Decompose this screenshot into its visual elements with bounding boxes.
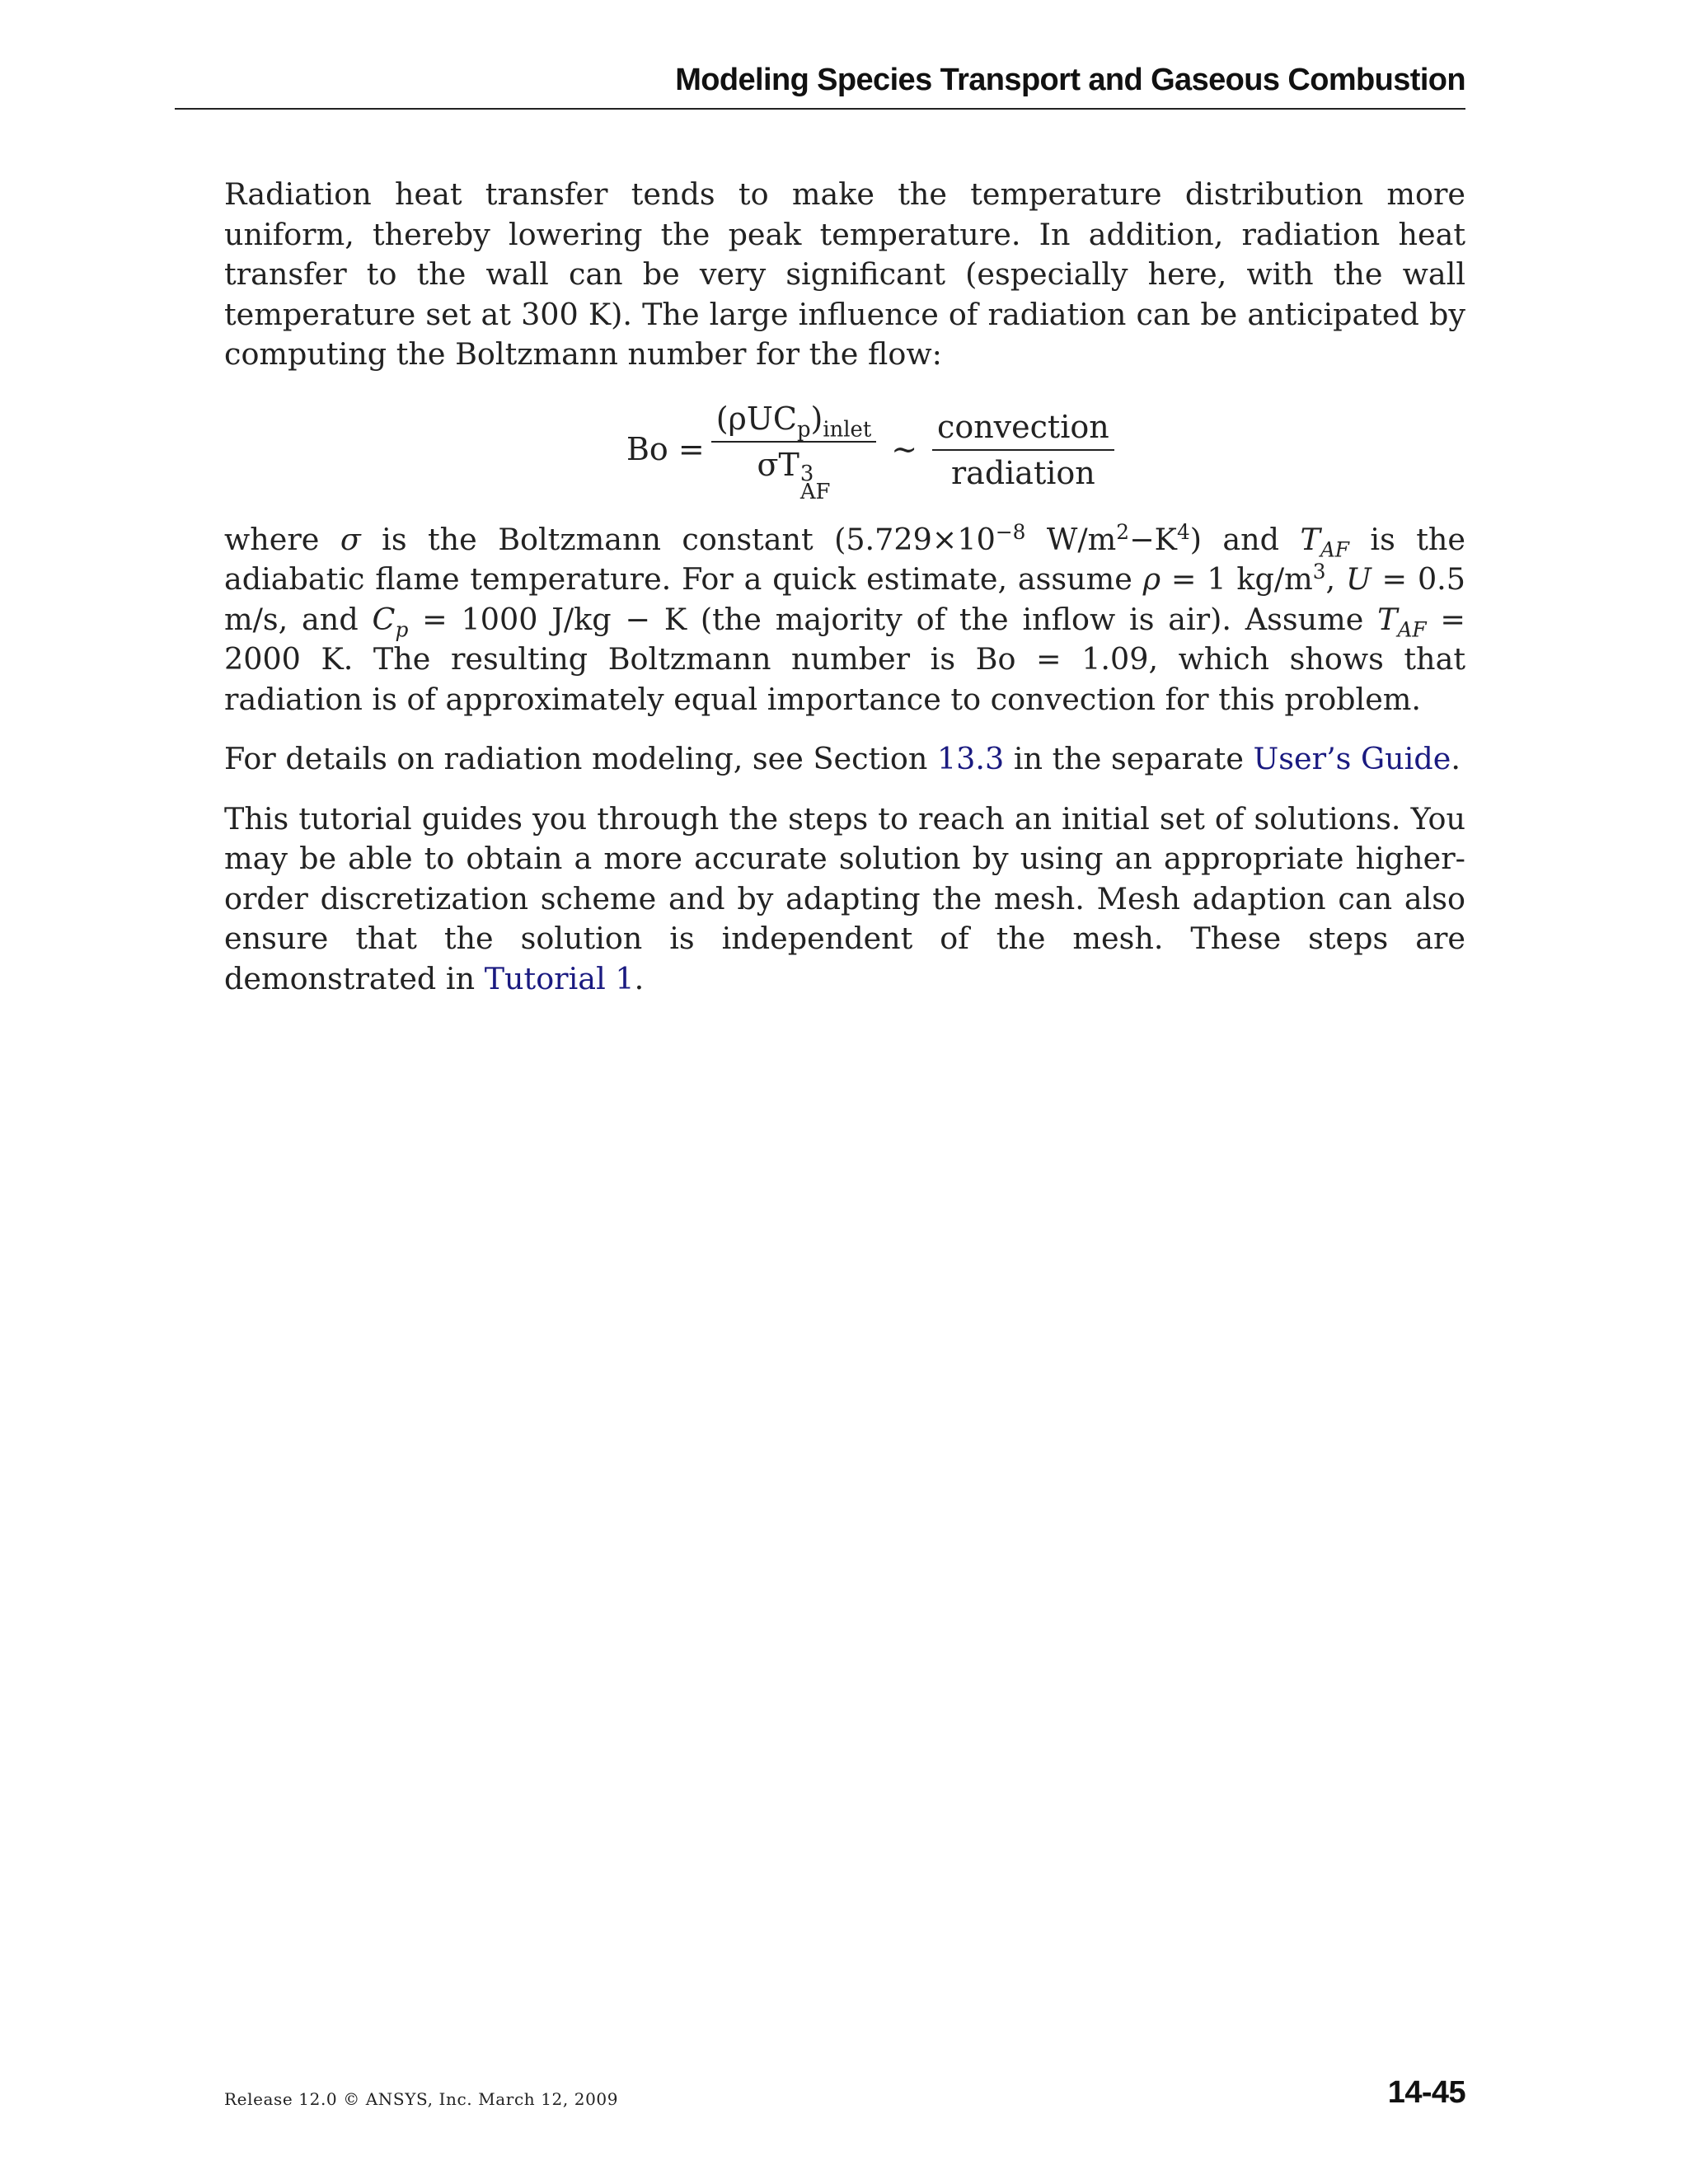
users-guide-link[interactable]: User’s Guide: [1253, 741, 1451, 776]
equation-rhs-numerator: convection: [932, 408, 1114, 451]
equation-numerator: $(\rho UC_p)_{inlet}$: [711, 400, 876, 443]
paragraph-radiation-intro: Radiation heat transfer tends to make the temperature distribution more uniform, thereby lowering the peak temperature. In addition, radiation heat transfer to the wall can be very significant (especially here, with the wall temperature set at 300 K). The large influence of radiation can be anticipated by computing the Boltzmann number for the flow:: [224, 176, 1465, 372]
header-rule: [175, 108, 1465, 110]
equation-fraction-left: [711, 400, 876, 504]
page-body: [224, 175, 1465, 999]
paragraph-boltzmann-estimate: where σ is the Boltzmann constant ($5.729\times 10^{-8}$ $W/m^2-K^4$) and $T_{AF}$ is the adiabatic flame temperature. For a quick estimate, assume ρ = 1 $kg/m^3$, U = 0.5 m/s, and $C_p = 1000$ J/kg − K (the majority of the inflow is air). Assume $T_{AF} = 2000$ K. The resulting Boltzmann number is Bo = 1.09, which shows that radiation is of approximately equal importance to convection for this problem.: [224, 519, 1466, 717]
equation-denominator: σT 3 AF: [757, 446, 831, 504]
tutorial-1-link[interactable]: Tutorial 1: [484, 960, 635, 996]
page-number: 14-45: [1387, 2075, 1465, 2110]
paragraph-tutorial-steps: This tutorial guides you through the steps to reach an initial set of solutions. You may be able to obtain a more accurate solution by using an appropriate higher-order discretization scheme and by adapting the mesh. Mesh adaption can also ensure that the solution is independent of the mesh. These steps are demonstrated in Tutorial 1.: [224, 800, 1465, 996]
equation-lhs: Bo =: [626, 431, 705, 468]
equation-approx-symbol: ∼: [891, 431, 918, 468]
running-header-title: Modeling Species Transport and Gaseous Combustion: [675, 63, 1465, 97]
section-13-3-link[interactable]: 13.3: [936, 741, 1005, 776]
equation-rhs-denominator: radiation: [951, 454, 1095, 491]
equation-fraction-right: [932, 408, 1114, 492]
boltzmann-equation: [224, 395, 1465, 505]
paragraph-radiation-details: For details on radiation modeling, see Section 13.3 in the separate User’s Guide.: [224, 741, 1461, 776]
footer-release-info: Release 12.0 © ANSYS, Inc. March 12, 2009: [224, 2089, 619, 2109]
